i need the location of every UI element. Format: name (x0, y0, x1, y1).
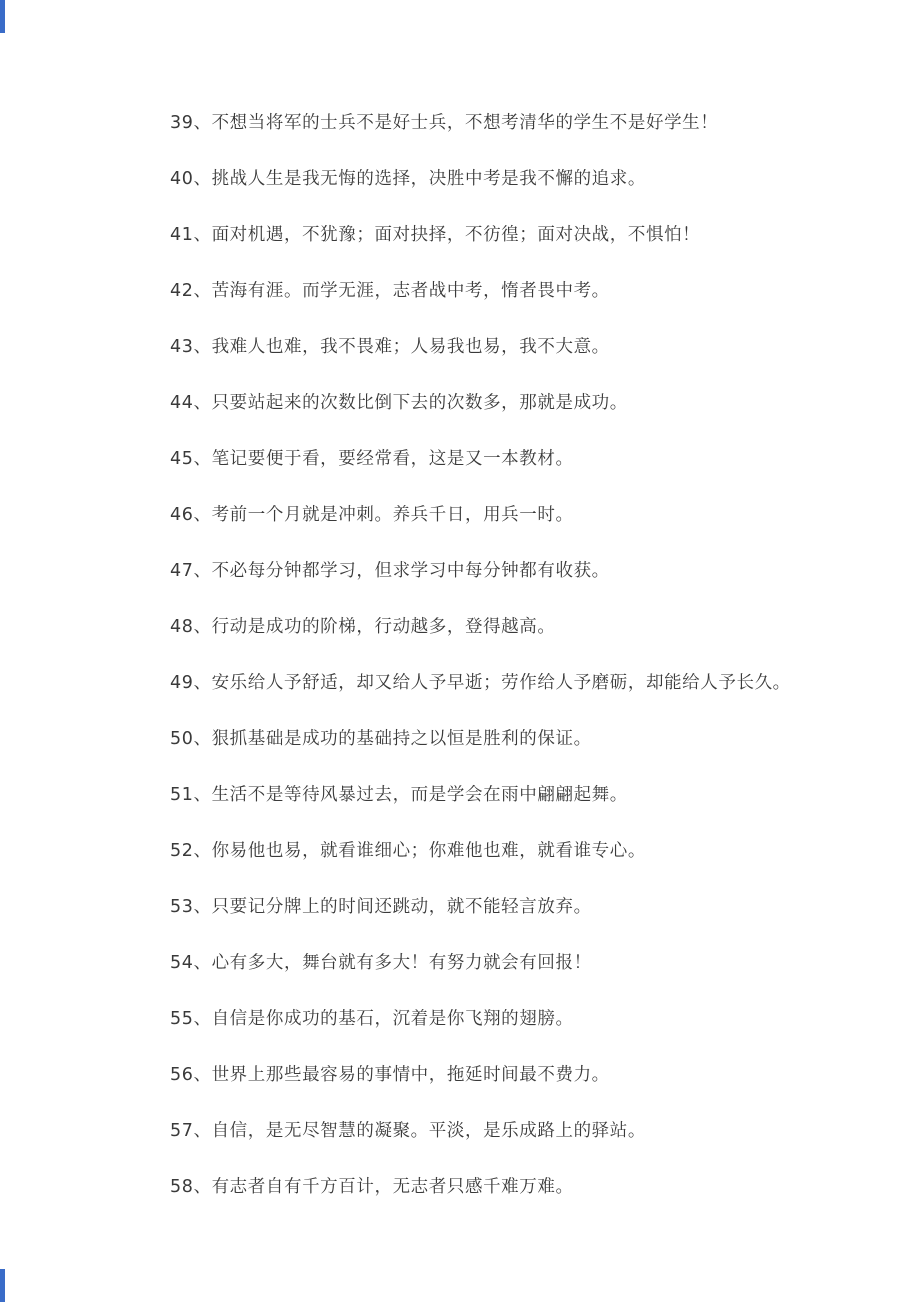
page-edge-marker-bottom (0, 1269, 5, 1302)
quote-number: 43、 (170, 337, 212, 357)
quote-number: 49、 (170, 673, 212, 693)
quote-text: 世界上那些最容易的事情中，拖延时间最不费力。 (211, 1065, 610, 1085)
quote-line (170, 282, 850, 301)
quote-number: 48、 (170, 617, 212, 637)
quote-line (170, 226, 850, 245)
quote-line (170, 954, 850, 973)
quote-line (170, 394, 850, 413)
quote-number: 54、 (170, 953, 212, 973)
quote-number: 55、 (170, 1009, 212, 1029)
quote-number: 40、 (170, 169, 212, 189)
quote-text: 生活不是等待风暴过去，而是学会在雨中翩翩起舞。 (211, 785, 628, 805)
quote-line (170, 562, 850, 581)
quote-text: 挑战人生是我无悔的选择，决胜中考是我不懈的追求。 (211, 169, 646, 189)
quote-number: 57、 (170, 1121, 212, 1141)
quote-line (170, 898, 850, 917)
quote-number: 42、 (170, 281, 212, 301)
quote-number: 56、 (170, 1065, 212, 1085)
quote-line (170, 506, 850, 525)
quote-text: 笔记要便于看，要经常看，这是又一本教材。 (211, 449, 574, 469)
quote-line (170, 114, 850, 133)
quote-line (170, 786, 850, 805)
quote-text: 自信，是无尽智慧的凝聚。平淡，是乐成路上的驿站。 (211, 1121, 646, 1141)
quote-text: 考前一个月就是冲刺。养兵千日，用兵一时。 (211, 505, 574, 525)
quote-line (170, 730, 850, 749)
quote-number: 46、 (170, 505, 212, 525)
quote-text: 我难人也难，我不畏难；人易我也易，我不大意。 (211, 337, 610, 357)
quote-line (170, 842, 850, 861)
quote-line (170, 1122, 850, 1141)
quote-text: 你易他也易，就看谁细心；你难他也难，就看谁专心。 (211, 841, 646, 861)
quote-text: 苦海有涯。而学无涯，志者战中考，惰者畏中考。 (211, 281, 610, 301)
quote-number: 53、 (170, 897, 212, 917)
quote-text: 安乐给人予舒适，却又给人予早逝；劳作给人予磨砺，却能给人予长久。 (211, 673, 791, 693)
quote-line (170, 338, 850, 357)
quote-text: 不必每分钟都学习，但求学习中每分钟都有收获。 (211, 561, 610, 581)
quote-text: 自信是你成功的基石，沉着是你飞翔的翅膀。 (211, 1009, 574, 1029)
quote-text: 狠抓基础是成功的基础持之以恒是胜利的保证。 (211, 729, 592, 749)
quote-line (170, 1010, 850, 1029)
page-edge-marker-top (0, 0, 5, 33)
quote-text: 不想当将军的士兵不是好士兵，不想考清华的学生不是好学生！ (211, 113, 719, 133)
quote-number: 50、 (170, 729, 212, 749)
quote-line (170, 618, 850, 637)
quote-text: 只要站起来的次数比倒下去的次数多，那就是成功。 (211, 393, 628, 413)
quote-line (170, 1178, 850, 1197)
quote-number: 52、 (170, 841, 212, 861)
quote-text: 行动是成功的阶梯，行动越多，登得越高。 (211, 617, 556, 637)
quote-number: 58、 (170, 1177, 212, 1197)
quote-number: 41、 (170, 225, 212, 245)
quote-text: 有志者自有千方百计，无志者只感千难万难。 (211, 1177, 574, 1197)
quote-number: 44、 (170, 393, 212, 413)
quote-list (170, 114, 850, 1234)
quote-number: 51、 (170, 785, 212, 805)
quote-line (170, 450, 850, 469)
quote-line (170, 170, 850, 189)
quote-line (170, 674, 850, 693)
quote-number: 47、 (170, 561, 212, 581)
quote-text: 心有多大，舞台就有多大！有努力就会有回报！ (211, 953, 592, 973)
quote-line (170, 1066, 850, 1085)
quote-number: 45、 (170, 449, 212, 469)
quote-text: 面对机遇，不犹豫；面对抉择，不彷徨；面对决战，不惧怕！ (211, 225, 701, 245)
quote-text: 只要记分牌上的时间还跳动，就不能轻言放弃。 (211, 897, 592, 917)
quote-number: 39、 (170, 113, 212, 133)
